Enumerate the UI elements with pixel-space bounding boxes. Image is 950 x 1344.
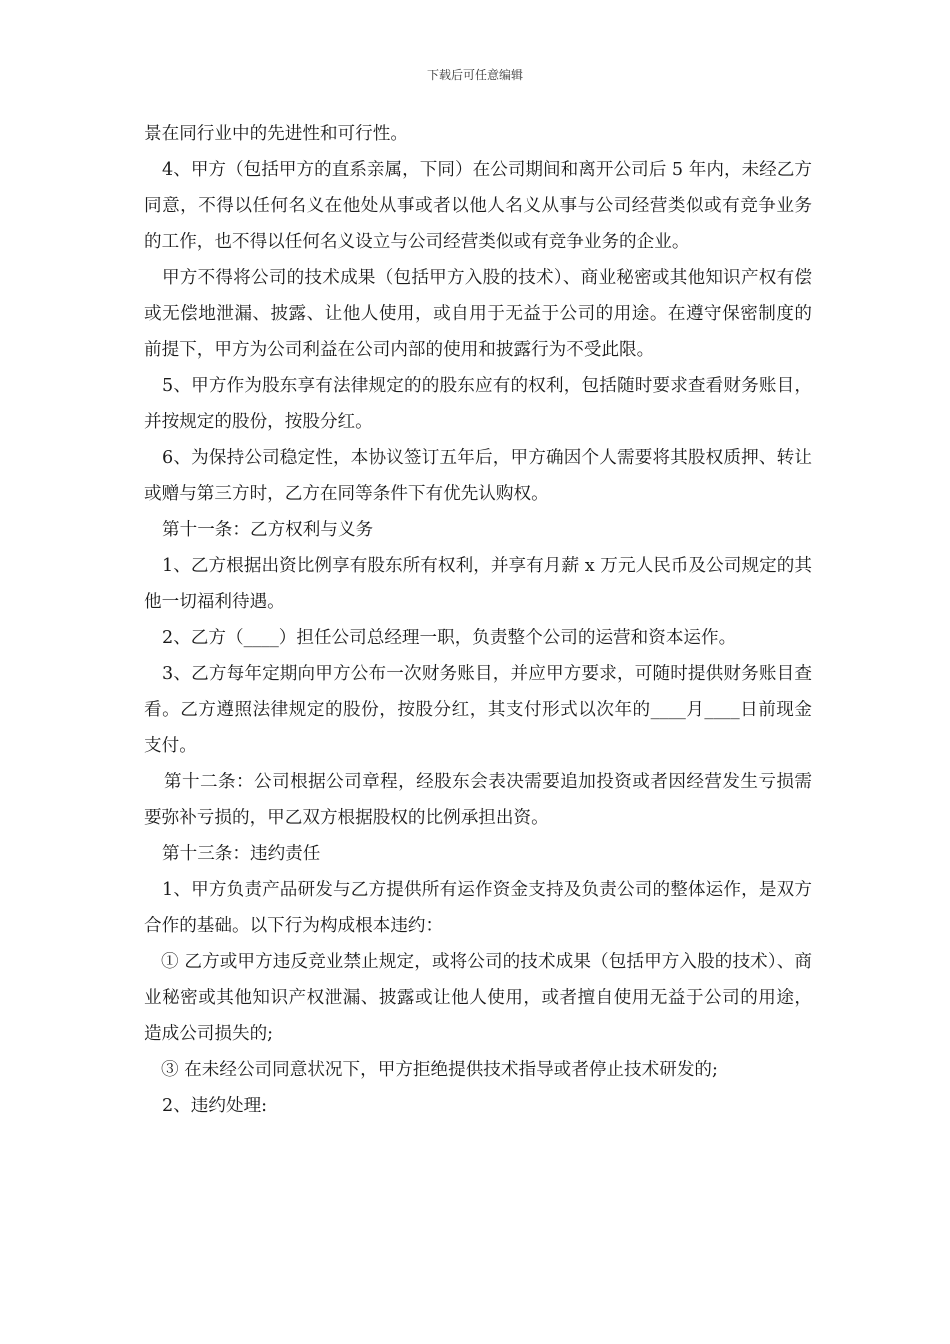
clause-4-non-compete: 4、甲方（包括甲方的直系亲属，下同）在公司期间和离开公司后 5 年内，未经乙方同意，不得以任何名义在他处从事或者以他人名义从事与公司经营类似或有竞争业务的工作，也不得以任何名义设立与公司经营类似或有竞争业务的企业。 [144, 160, 812, 252]
document-body [144, 116, 812, 1124]
paragraph-continuation: 景在同行业中的先进性和可行性。 [144, 124, 408, 144]
article-11-heading: 第十一条：乙方权利与义务 [162, 520, 374, 540]
clause-13-2-breach-handling: 2、违约处理: [162, 1096, 268, 1116]
clause-6-preemption-right: 6、为保持公司稳定性，本协议签订五年后，甲方确因个人需要将其股权质押、转让或赠与第三方时，乙方在同等条件下有优先认购权。 [144, 448, 812, 504]
clause-11-1-party-b-rights: 1、乙方根据出资比例享有股东所有权利，并享有月薪 x 万元人民币及公司规定的其他一切福利待遇。 [144, 556, 812, 612]
paragraph-confidentiality: 甲方不得将公司的技术成果（包括甲方入股的技术）、商业秘密或其他知识产权有偿或无偿地泄漏、披露、让他人使用，或自用于无益于公司的用途。在遵守保密制度的前提下，甲方为公司利益在公司内部的使用和披露行为不受此限。 [144, 268, 812, 360]
clause-5-shareholder-rights: 5、甲方作为股东享有法律规定的的股东应有的权利，包括随时要求查看财务账目，并按规定的股份，按股分红。 [144, 376, 812, 432]
clause-13-1-fundamental-breach: 1、甲方负责产品研发与乙方提供所有运作资金支持及负责公司的整体运作，是双方合作的基础。以下行为构成根本违约： [144, 880, 812, 936]
article-13-heading: 第十三条：违约责任 [162, 844, 321, 864]
article-12-additional-investment: 第十二条：公司根据公司章程，经股东会表决需要追加投资或者因经营发生亏损需要弥补亏损的，甲乙双方根据股权的比例承担出资。 [144, 772, 812, 828]
clause-11-3-financial-accounts: 3、乙方每年定期向甲方公布一次财务账目，并应甲方要求，可随时提供财务账目查看。乙方遵照法律规定的股份，按股分红，其支付形式以次年的____月____日前现金支付。 [144, 664, 812, 756]
page-header: 下载后可任意编辑 [426, 68, 523, 82]
breach-item-1: ① 乙方或甲方违反竞业禁止规定，或将公司的技术成果（包括甲方入股的技术）、商业秘密或其他知识产权泄漏、披露或让他人使用，或者擅自使用无益于公司的用途，造成公司损失的; [144, 952, 812, 1044]
clause-11-2-general-manager: 2、乙方（____）担任公司总经理一职，负责整个公司的运营和资本运作。 [162, 628, 737, 648]
breach-item-3: ③ 在未经公司同意状况下，甲方拒绝提供技术指导或者停止技术研发的; [161, 1060, 718, 1080]
